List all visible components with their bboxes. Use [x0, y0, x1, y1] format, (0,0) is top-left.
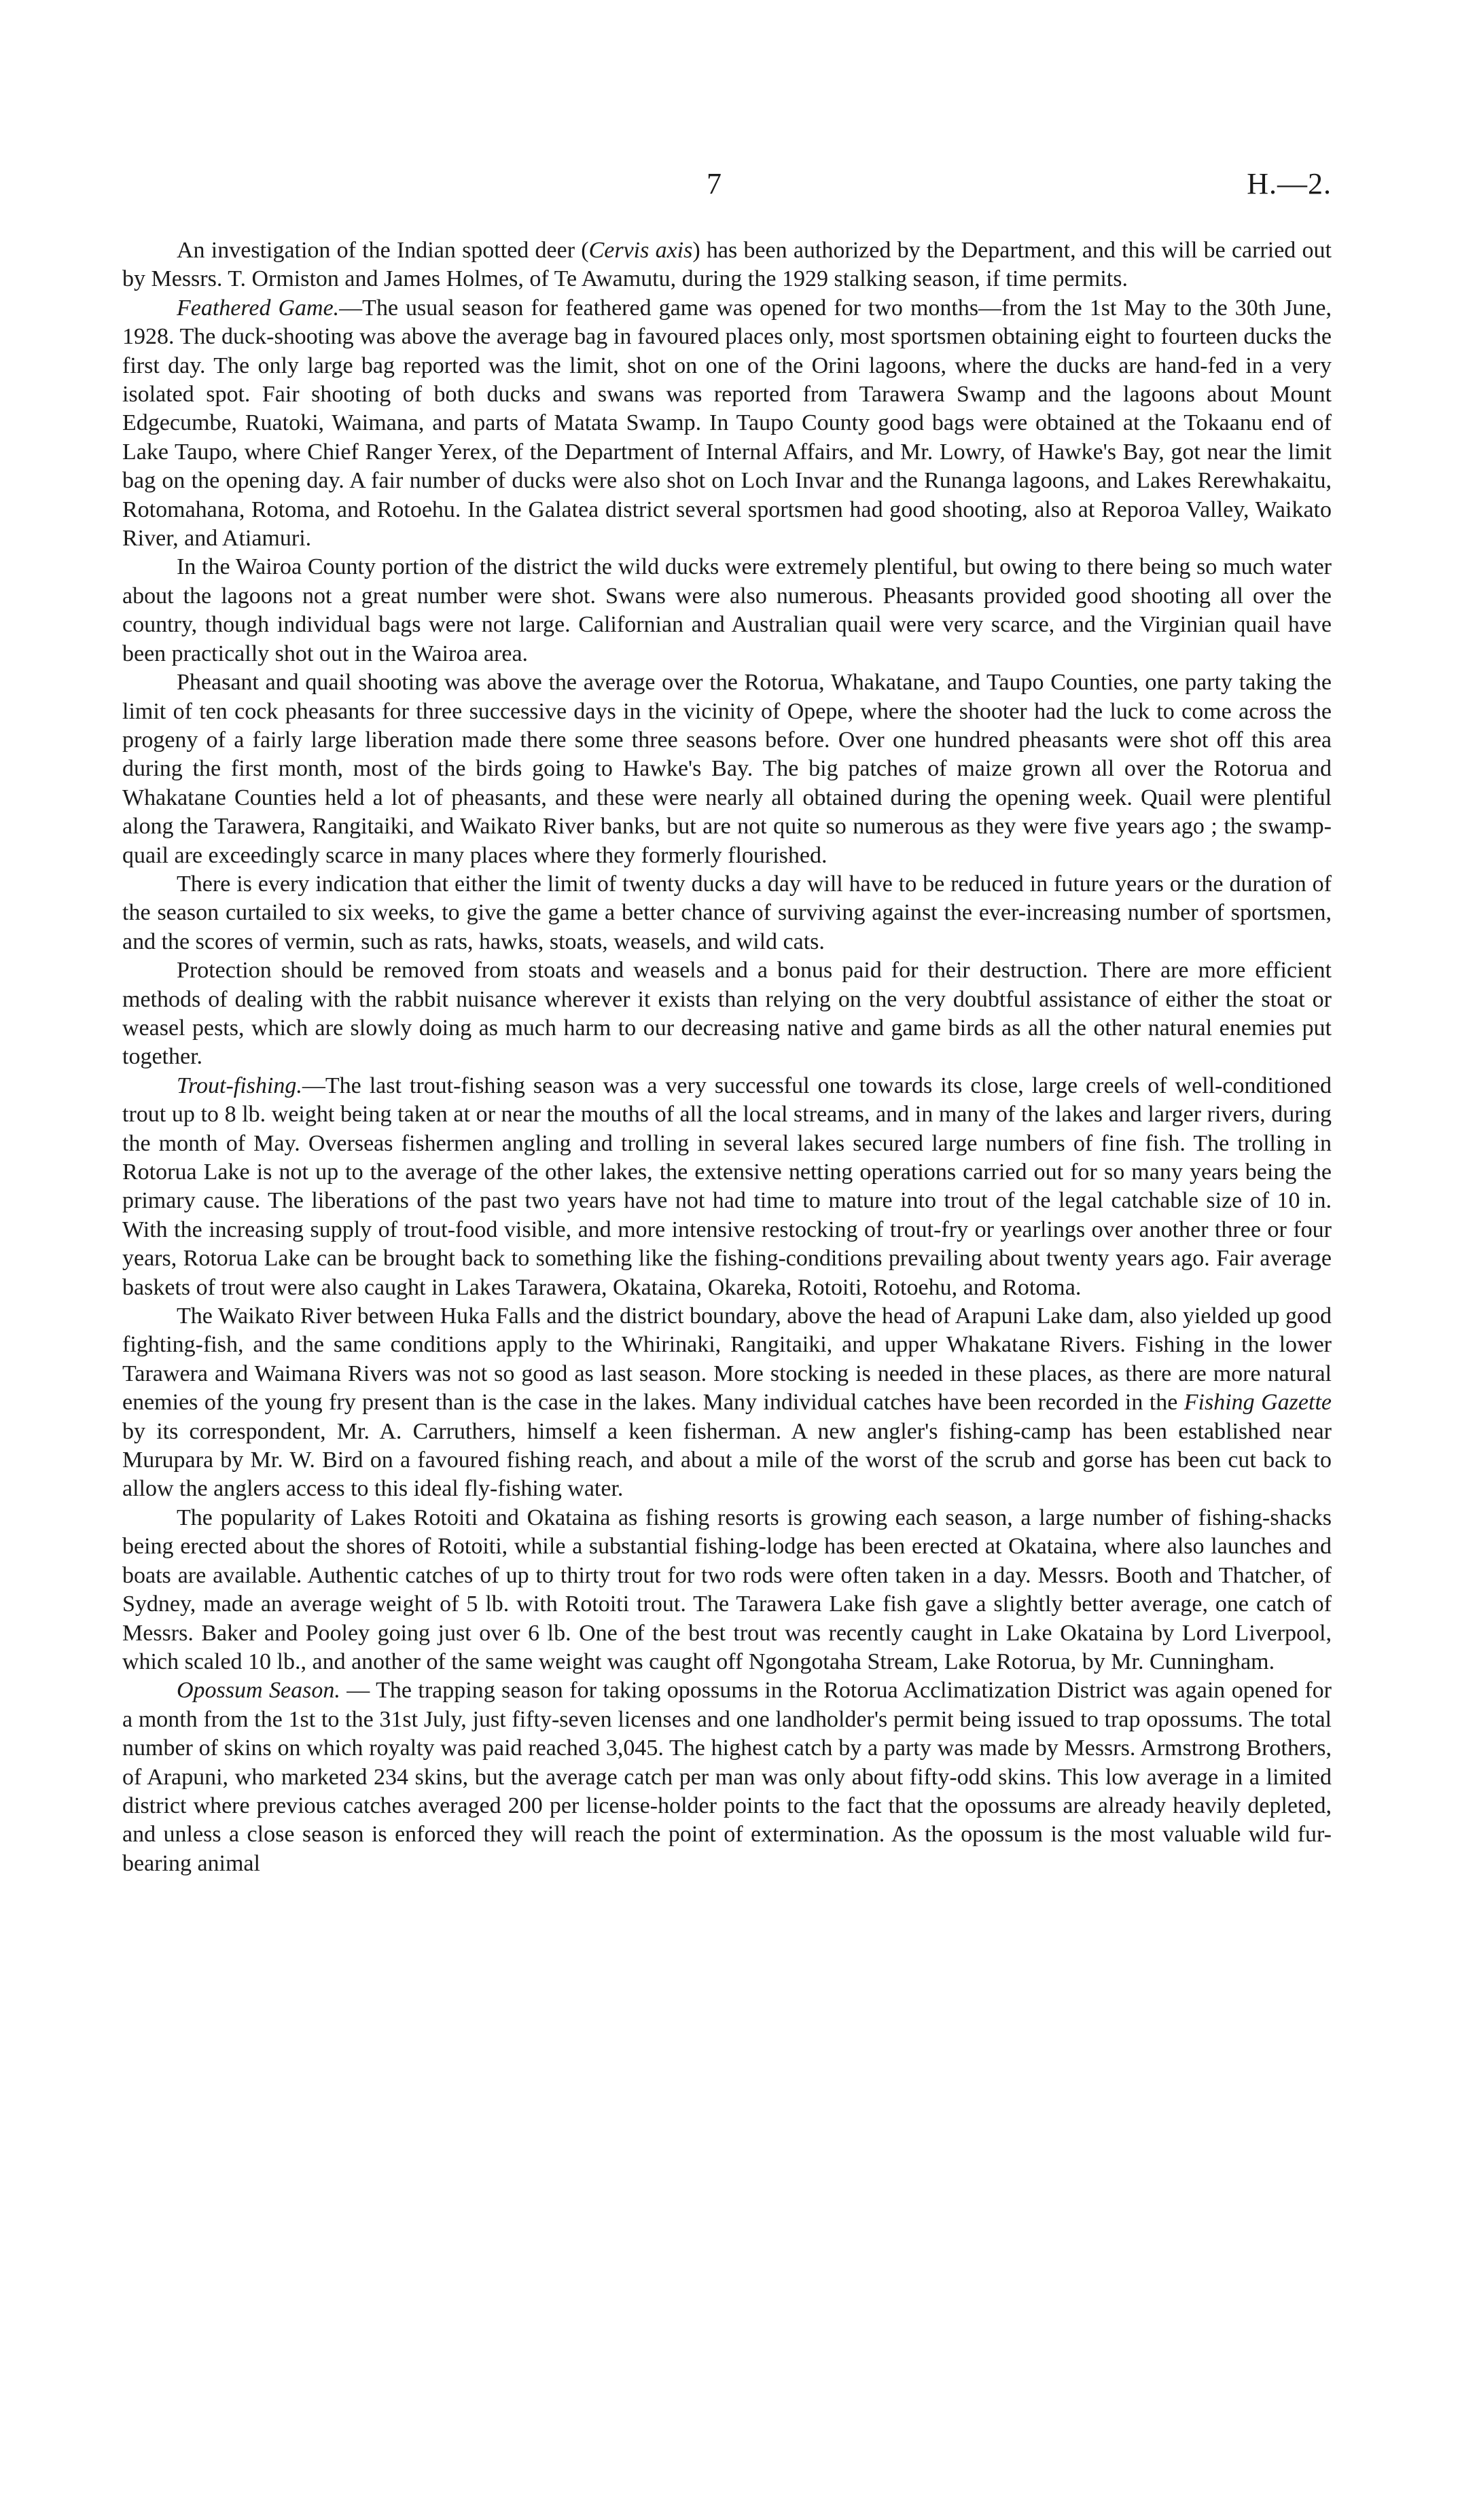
text-run: Protection should be removed from stoats and weasels and a bonus paid for their destruction. There are more efficient methods of dealing with the rabbit nuisance wherever it exists than relying on the very doubtful assistance of either the stoat or weasel pests, which are slowly doing as much harm to our decreasing native and game birds as all the other natural enemies put together. [122, 958, 1332, 1070]
paragraph [122, 956, 1332, 1072]
paragraph [122, 294, 1332, 554]
body-text [122, 236, 1332, 1878]
text-run: The popularity of Lakes Rotoiti and Okataina as fishing resorts is growing each season, a large number of fishing-shacks being erected about the shores of Rotoiti, while a substantial fishing-lodge has been erected at Okataina, where also launches and boats are available. Authentic catches of up to thirty trout for two rods were often taken in a day. Messrs. Booth and Thatcher, of Sydney, made an average weight of 5 lb. with Rotoiti trout. The Tarawera Lake fish gave a slightly better average, one catch of Messrs. Baker and Pooley going just over 6 lb. One of the best trout was recently caught in Lake Okataina by Lord Liverpool, which scaled 10 lb., and another of the same weight was caught off Ngongotaha Stream, Lake Rotorua, by Mr. Cunningham. [122, 1505, 1332, 1674]
text-run: Pheasant and quail shooting was above the average over the Rotorua, Whakatane, and Taupo Counties, one party taking the limit of ten cock pheasants for three successive days in the vicinity of Opepe, where the shooter had the luck to come across the progeny of a fairly large liberation made there some three seasons before. Over one hundred pheasants were shot off this area during the first month, most of the birds going to Hawke's Bay. The big patches of maize grown all over the Rotorua and Whakatane Counties held a lot of pheasants, and these were nearly all obtained during the opening week. Quail were plentiful along the Tarawera, Rangitaiki, and Waikato River banks, but are not quite so numerous as they were five years ago ; the swamp-quail are exceedingly scarce in many places where they formerly flourished. [122, 670, 1332, 868]
paragraph [122, 1676, 1332, 1878]
italic-text: Cervis axis [588, 238, 693, 263]
italic-text: Trout-fishing. [177, 1073, 302, 1098]
paragraph [122, 870, 1332, 956]
text-run: —The last trout-fishing season was a very successful one towards its close, large creels of well-conditioned trout up to 8 lb. weight being taken at or near the mouths of all the local streams, and in many of the lakes and larger rivers, during the month of May. Overseas fishermen angling and trolling in several lakes secured large numbers of fine fish. The trolling in Rotorua Lake is not up to the average of the other lakes, the extensive netting operations carried out for so many years being the primary cause. The liberations of the past two years have not had time to mature into trout of the legal catchable size of 10 in. With the increasing supply of trout-food visible, and more intensive restocking of trout-fry or yearlings over another three or four years, Rotorua Lake can be brought back to something like the fishing-conditions prevailing about twenty years ago. Fair average baskets of trout were also caught in Lakes Tarawera, Okataina, Okareka, Rotoiti, Rotoehu, and Rotoma. [122, 1073, 1332, 1300]
paragraph [122, 1072, 1332, 1302]
page-header [122, 166, 1332, 214]
paragraph [122, 553, 1332, 668]
paragraph [122, 668, 1332, 870]
italic-text: Fishing Gazette [1184, 1390, 1332, 1416]
italic-text: Opossum Season. [177, 1678, 340, 1704]
paragraph [122, 1504, 1332, 1676]
document-reference: H.—2. [1247, 167, 1332, 200]
text-run: by its correspondent, Mr. A. Carruthers, himself a keen fisherman. A new angler's fishing-camp has been established near Murupara by Mr. W. Bird on a favoured fishing reach, and about a mile of the worst of the scrub and gorse has been cut back to allow the anglers access to this ideal fly-fishing water. [122, 1418, 1332, 1502]
text-run: The Waikato River between Huka Falls and the district boundary, above the head of Arapuni Lake dam, also yielded up good fighting-fish, and the same conditions apply to the Whirinaki, Rangitaiki, and upper Whakatane Rivers. Fishing in the lower Tarawera and Waimana Rivers was not so good as last season. More stocking is needed in these places, as there are more natural enemies of the young fry present than is the case in the lakes. Many individual catches have been recorded in the [122, 1303, 1332, 1416]
text-run: An investigation of the Indian spotted deer ( [177, 238, 589, 263]
text-run: In the Wairoa County portion of the district the wild ducks were extremely plentiful, but owing to there being so much water about the lagoons not a great number were shot. Swans were also numerous. Pheasants provided good shooting all over the country, though individual bags were not large. Californian and Australian quail were very scarce, and the Virginian quail have been practically shot out in the Wairoa area. [122, 554, 1332, 666]
text-run: ) has been authorized by the Department, and this will be carried out by Messrs. T. Ormiston and James Holmes, of Te Awamutu, during the 1929 stalking season, if time permits. [122, 238, 1332, 292]
text-run: There is every indication that either the limit of twenty ducks a day will have to be reduced in future years or the duration of the season curtailed to six weeks, to give the game a better chance of surviving against the ever-increasing number of sportsmen, and the scores of vermin, such as rats, hawks, stoats, weasels, and wild cats. [122, 871, 1332, 954]
page-number: 7 [707, 167, 722, 200]
paragraph [122, 236, 1332, 294]
paragraph [122, 1302, 1332, 1504]
italic-text: Feathered Game. [177, 295, 340, 321]
text-run: —The usual season for feathered game was opened for two months—from the 1st May to the 30th June, 1928. The duck-shooting was above the average bag in favoured places only, most sportsmen obtaining eight to fourteen ducks the first day. The only large bag reported was the limit, shot on one of the Orini lagoons, where the ducks are hand-fed in a very isolated spot. Fair shooting of both ducks and swans was reported from Tarawera Swamp and the lagoons about Mount Edgecumbe, Ruatoki, Waimana, and parts of Matata Swamp. In Taupo County good bags were obtained at the Tokaanu end of Lake Taupo, where Chief Ranger Yerex, of the Department of Internal Affairs, and Mr. Lowry, of Hawke's Bay, got near the limit bag on the opening day. A fair number of ducks were also shot on Loch Invar and the Runanga lagoons, and Lakes Rerewhakaitu, Rotomahana, Rotoma, and Rotoehu. In the Galatea district several sportsmen had good shooting, also at Reporoa Valley, Waikato River, and Atiamuri. [122, 295, 1332, 552]
text-run: — The trapping season for taking opossums in the Rotorua Acclimatization District was again opened for a month from the 1st to the 31st July, just fifty-seven licenses and one landholder's permit being issued to trap opossums. The total number of skins on which royalty was paid reached 3,045. The highest catch by a party was made by Messrs. Armstrong Brothers, of Arapuni, who marketed 234 skins, but the average catch per man was only about fifty-odd skins. This low average in a limited district where previous catches averaged 200 per license-holder points to the fact that the opossums are already heavily depleted, and unless a close season is enforced they will reach the point of extermination. As the opossum is the most valuable wild fur-bearing animal [122, 1678, 1332, 1876]
